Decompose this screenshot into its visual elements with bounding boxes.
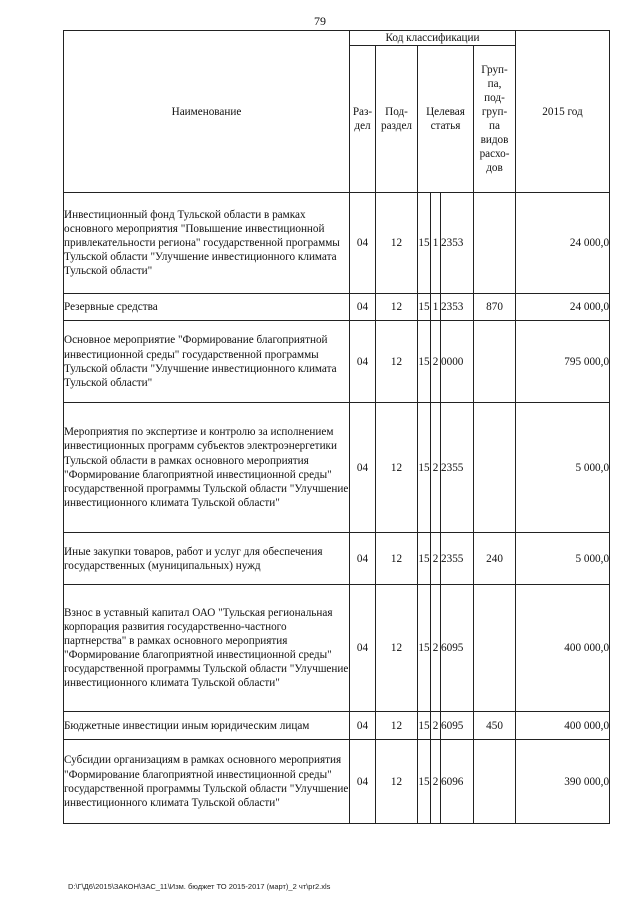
row-target-3: 6095 [441,712,474,740]
row-podrazdel: 12 [376,585,418,712]
page-number: 79 [314,14,326,28]
row-target-1: 15 [418,533,431,585]
row-group [474,403,516,533]
row-group [474,585,516,712]
row-amount: 5 000,0 [516,533,610,585]
row-amount: 400 000,0 [516,585,610,712]
row-name: Иные закупки товаров, работ и услуг для обеспечения государственных (муниципальных) нужд [64,533,350,585]
row-target-2: 1 [431,294,441,321]
row-target-2: 2 [431,321,441,403]
row-razdel: 04 [350,740,376,824]
table-row [64,712,610,740]
row-razdel: 04 [350,533,376,585]
row-target-2: 2 [431,740,441,824]
row-target-1: 15 [418,193,431,294]
row-amount: 24 000,0 [516,193,610,294]
header-group: Груп- па, под- груп- па видов расхо- дов [474,46,516,193]
table-row [64,533,610,585]
row-podrazdel: 12 [376,321,418,403]
row-target-1: 15 [418,403,431,533]
table-row [64,403,610,533]
row-name: Основное мероприятие "Формирование благоприятной инвестиционной среды" государственной программы Тульской области "Улучшение инвестиционного климата Тульской области" [64,321,350,403]
row-group [474,193,516,294]
row-name: Бюджетные инвестиции иным юридическим лицам [64,712,350,740]
row-name: Резервные средства [64,294,350,321]
row-target-3: 6095 [441,585,474,712]
row-target-1: 15 [418,321,431,403]
row-target-3: 2353 [441,294,474,321]
row-target-1: 15 [418,585,431,712]
row-group [474,321,516,403]
row-razdel: 04 [350,321,376,403]
row-razdel: 04 [350,712,376,740]
row-amount: 390 000,0 [516,740,610,824]
row-target-3: 6096 [441,740,474,824]
row-amount: 5 000,0 [516,403,610,533]
row-target-2: 2 [431,403,441,533]
row-target-3: 2355 [441,533,474,585]
row-name: Инвестиционный фонд Тульской области в рамках основного мероприятия "Повышение инвестиционной привлекательности региона" государственной программы Тульской области "Улучшение инвестиционного климата Тульской области" [64,193,350,294]
row-amount: 400 000,0 [516,712,610,740]
row-name: Субсидии организациям в рамках основного мероприятия "Формирование благоприятной инвестиционной среды" государственной программы Тульской области "Улучшение инвестиционного климата Тульской области" [64,740,350,824]
row-name: Взнос в уставный капитал ОАО "Тульская региональная корпорация развития государственно-частного партнерства" в рамках основного мероприятия "Формирование благоприятной инвестиционной среды" государственной программы Тульской области "Улучшение инвестиционного климата Тульской области" [64,585,350,712]
header-row-top [64,31,610,46]
row-target-2: 1 [431,193,441,294]
row-target-3: 2355 [441,403,474,533]
row-amount: 24 000,0 [516,294,610,321]
row-podrazdel: 12 [376,740,418,824]
row-target-1: 15 [418,294,431,321]
row-razdel: 04 [350,585,376,712]
row-target-1: 15 [418,712,431,740]
budget-table [63,30,610,824]
footer-file-path: D:\Г\Д6\2015\ЗАКОН\ЗАС_11\Изм. бюджет ТО 2015-2017 (март)_2 чт\pr2.xls [68,882,331,891]
header-podrazdel: Под- раздел [376,46,418,193]
table-row [64,193,610,294]
row-group: 450 [474,712,516,740]
table-row [64,294,610,321]
row-podrazdel: 12 [376,403,418,533]
table-row [64,321,610,403]
row-podrazdel: 12 [376,193,418,294]
table-row [64,585,610,712]
row-group [474,740,516,824]
row-razdel: 04 [350,403,376,533]
row-target-1: 15 [418,740,431,824]
table-row [64,740,610,824]
row-podrazdel: 12 [376,533,418,585]
header-target: Целевая статья [418,46,474,193]
row-target-3: 0000 [441,321,474,403]
row-target-2: 2 [431,712,441,740]
header-name: Наименование [64,31,350,193]
row-podrazdel: 12 [376,294,418,321]
row-group: 870 [474,294,516,321]
header-year: 2015 год [516,31,610,193]
row-target-3: 2353 [441,193,474,294]
row-target-2: 2 [431,585,441,712]
row-podrazdel: 12 [376,712,418,740]
row-name: Мероприятия по экспертизе и контролю за исполнением инвестиционных программ субъектов электроэнергетики Тульской области в рамках основного мероприятия "Формирование благоприятной инвестиционной среды" государственной программы Тульской области "Улучшение инвестиционного климата Тульской области" [64,403,350,533]
row-razdel: 04 [350,294,376,321]
header-code-group: Код классификации [350,31,516,46]
row-group: 240 [474,533,516,585]
header-razdel: Раз- дел [350,46,376,193]
row-target-2: 2 [431,533,441,585]
row-amount: 795 000,0 [516,321,610,403]
row-razdel: 04 [350,193,376,294]
